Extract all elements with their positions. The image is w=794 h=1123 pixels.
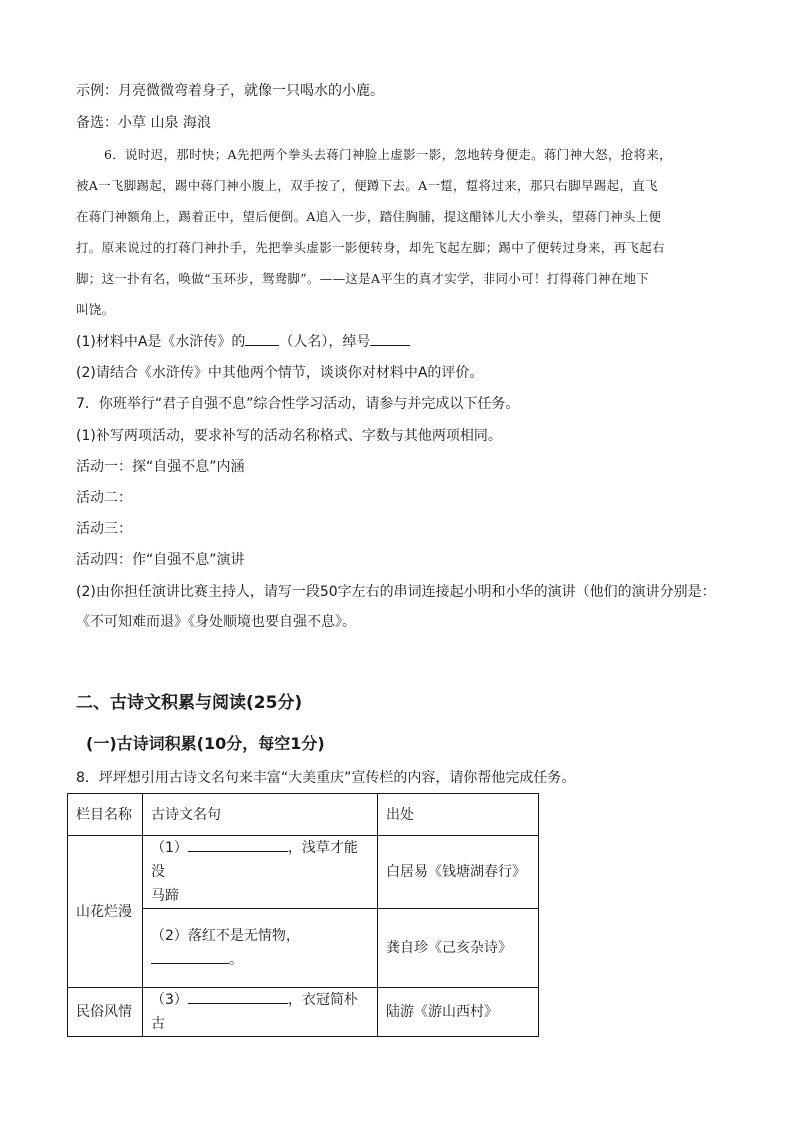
table-header-row bbox=[68, 794, 539, 836]
passage-line-2: 被A一飞脚踢起，踢中蒋门神小腹上，双手按了，便蹲下去。A一踅，踅将过来，那只右脚早踢起，直飞 bbox=[76, 178, 658, 193]
options-line: 备选：小草 山泉 海浪 bbox=[76, 115, 211, 131]
poem-line-cell bbox=[143, 836, 378, 909]
q6-sub1 bbox=[76, 331, 410, 352]
activity-4: 活动四：作“自强不息”演讲 bbox=[76, 552, 245, 568]
source-cell: 陆游《游山西村》 bbox=[378, 988, 539, 1037]
q7-sub1: (1)补写两项活动，要求补写的活动名称格式、字数与其他两项相同。 bbox=[76, 428, 502, 444]
q6-sub1-text-a: (1)材料中A是《水浒传》的 bbox=[76, 334, 246, 350]
q7-sub2-line2: 《不可知难而退》《身处顺境也要自强不息》。 bbox=[76, 614, 356, 630]
poem-line-cell bbox=[143, 909, 378, 988]
poem-table bbox=[67, 793, 539, 1037]
example-line: 示例：月亮微微弯着身子，就像一只喝水的小鹿。 bbox=[76, 83, 384, 99]
blank-number: （1） bbox=[151, 840, 188, 856]
passage-line-4: 打。原来说过的打蒋门神扑手，先把拳头虚影一影便转身，却先飞起左脚；踢中了便转过身来，再飞起右 bbox=[76, 240, 665, 255]
category-cell: 山花烂漫 bbox=[68, 836, 143, 988]
q8-title: 8．坪坪想引用古诗文名句来丰富“大美重庆”宣传栏的内容，请你帮他完成任务。 bbox=[76, 770, 576, 786]
answer-blank[interactable] bbox=[188, 837, 288, 852]
activity-2: 活动二： bbox=[76, 490, 132, 506]
section-heading: 二、古诗文积累与阅读(25分) bbox=[76, 693, 303, 713]
table-row bbox=[68, 988, 539, 1037]
header-column-name: 栏目名称 bbox=[68, 794, 143, 836]
nickname-blank[interactable] bbox=[370, 331, 410, 346]
passage-line-6: 叫饶。 bbox=[76, 302, 115, 317]
passage-line-5: 脚；这一扑有名，唤做“玉环步，鸳鸯脚”。——这是A平生的真才实学，非同小可！打得蒋门神在地下 bbox=[76, 271, 650, 286]
poem-text: ，浅草才能没 bbox=[151, 840, 358, 880]
answer-blank[interactable] bbox=[151, 949, 229, 964]
hero-name-blank[interactable] bbox=[245, 331, 279, 346]
source-cell: 龚自珍《己亥杂诗》 bbox=[378, 909, 539, 988]
q6-sub1-text-b: （人名），绰号 bbox=[279, 334, 371, 350]
source-cell: 白居易《钱塘湖春行》 bbox=[378, 836, 539, 909]
poem-text: （2）落红不是无情物， bbox=[151, 928, 300, 944]
table-row bbox=[68, 836, 539, 909]
poem-text: 。 bbox=[229, 952, 243, 968]
answer-blank[interactable] bbox=[188, 989, 288, 1004]
activity-3: 活动三： bbox=[76, 521, 132, 537]
blank-number: （3） bbox=[151, 992, 188, 1008]
section-subheading: (一)古诗词积累(10分，每空1分) bbox=[86, 734, 325, 753]
activity-1: 活动一：探“自强不息”内涵 bbox=[76, 459, 245, 475]
passage-line-3: 在蒋门神额角上，踢着正中，望后便倒。A追入一步，踏住胸脯，提这醋钵儿大小拳头，望蒋门神头上便 bbox=[76, 209, 662, 224]
poem-text: ，衣冠简朴古 bbox=[151, 992, 358, 1032]
poem-line-cell bbox=[143, 988, 378, 1037]
q7-title: 7．你班举行“君子自强不息”综合性学习活动，请参与并完成以下任务。 bbox=[76, 396, 520, 412]
q7-sub2-line1: (2)由你担任演讲比赛主持人，请写一段50字左右的串词连接起小明和小华的演讲（他们的演讲分别是： bbox=[76, 584, 716, 600]
header-column-line: 古诗文名句 bbox=[143, 794, 378, 836]
passage-line-1: 6．说时迟，那时快；A先把两个拳头去蒋门神脸上虚影一影，忽地转身便走。蒋门神大怒，抢将来， bbox=[104, 147, 672, 162]
q6-sub2: (2)请结合《水浒传》中其他两个情节，谈谈你对材料中A的评价。 bbox=[76, 365, 484, 381]
header-column-source: 出处 bbox=[378, 794, 539, 836]
poem-text: 马蹄 bbox=[151, 888, 179, 904]
category-cell: 民俗风情 bbox=[68, 988, 143, 1037]
